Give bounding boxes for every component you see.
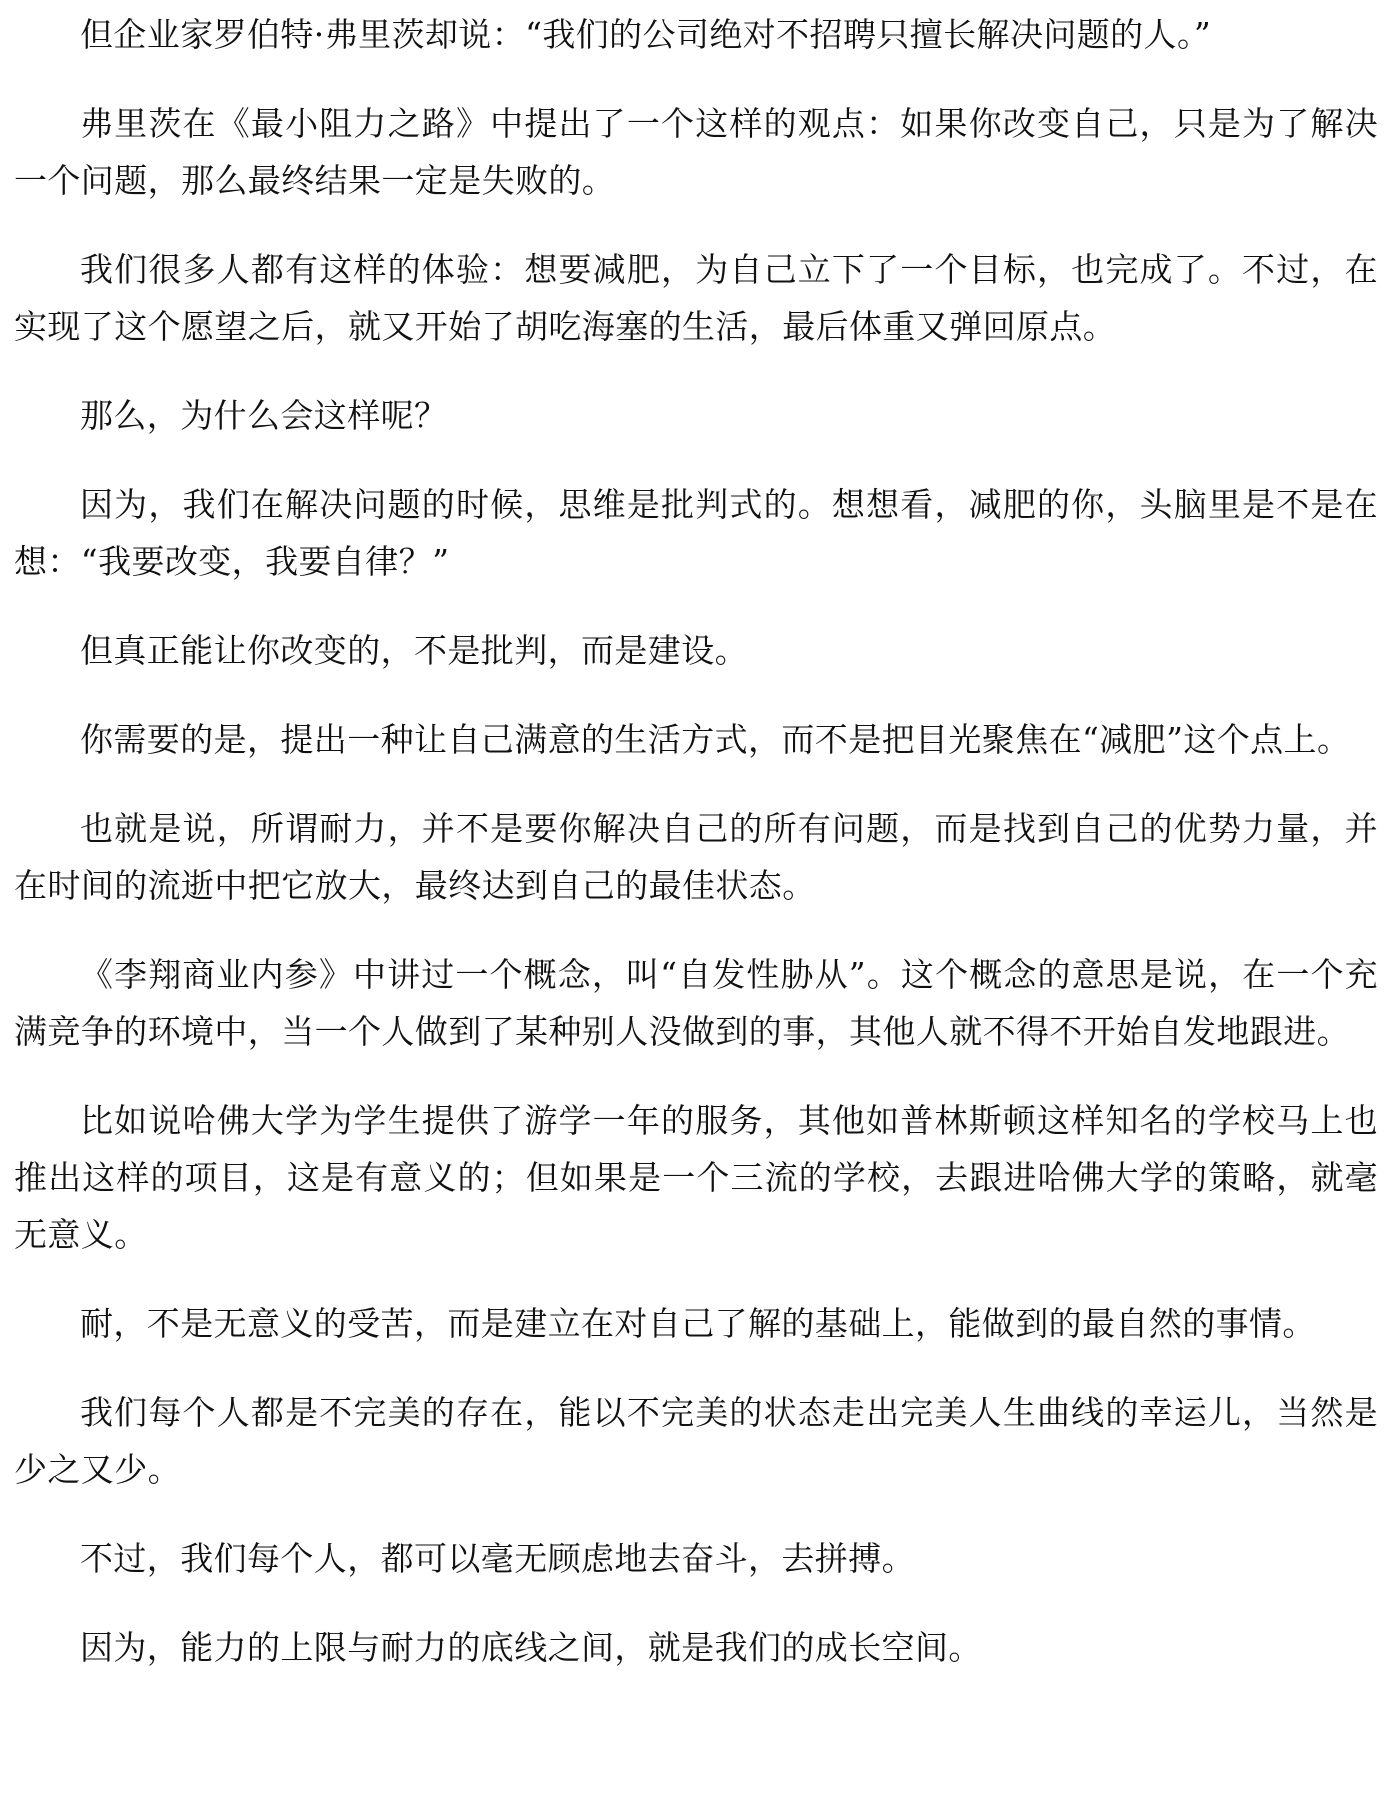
- paragraph-2: 弗里茨在《最小阻力之路》中提出了一个这样的观点：如果你改变自己，只是为了解决一个问题，那么最终结果一定是失败的。: [14, 104, 1378, 200]
- paragraph-14: 因为，能力的上限与耐力的底线之间，就是我们的成长空间。: [80, 1628, 982, 1667]
- paragraph-4: 那么，为什么会这样呢？: [80, 396, 448, 435]
- paragraph-8: 也就是说，所谓耐力，并不是要你解决自己的所有问题，而是找到自己的优势力量，并在时间的流逝中把它放大，最终达到自己的最佳状态。: [14, 809, 1378, 905]
- paragraph-6: 但真正能让你改变的，不是批判，而是建设。: [80, 631, 748, 670]
- paragraph-5: 因为，我们在解决问题的时候，思维是批判式的。想想看，减肥的你，头脑里是不是在想：“我要改变，我要自律？”: [14, 485, 1378, 581]
- paragraph-1: 但企业家罗伯特·弗里茨却说：“我们的公司绝对不招聘只擅长解决问题的人。”: [80, 15, 1212, 54]
- paragraph-7: 你需要的是，提出一种让自己满意的生活方式，而不是把目光聚焦在“减肥”这个点上。: [80, 720, 1351, 759]
- paragraph-3: 我们很多人都有这样的体验：想要减肥，为自己立下了一个目标，也完成了。不过，在实现了这个愿望之后，就又开始了胡吃海塞的生活，最后体重又弹回原点。: [14, 250, 1378, 346]
- document-body: [14, 6, 1378, 1708]
- paragraph-12: 我们每个人都是不完美的存在，能以不完美的状态走出完美人生曲线的幸运儿，当然是少之又少。: [14, 1393, 1378, 1489]
- paragraph-9: 《李翔商业内参》中讲过一个概念，叫“自发性胁从”。这个概念的意思是说，在一个充满竞争的环境中，当一个人做到了某种别人没做到的事，其他人就不得不开始自发地跟进。: [14, 955, 1378, 1051]
- paragraph-10: 比如说哈佛大学为学生提供了游学一年的服务，其他如普林斯顿这样知名的学校马上也推出这样的项目，这是有意义的；但如果是一个三流的学校，去跟进哈佛大学的策略，就毫无意义。: [14, 1101, 1378, 1254]
- paragraph-11: 耐，不是无意义的受苦，而是建立在对自己了解的基础上，能做到的最自然的事情。: [80, 1304, 1316, 1343]
- paragraph-13: 不过，我们每个人，都可以毫无顾虑地去奋斗，去拼搏。: [80, 1539, 915, 1578]
